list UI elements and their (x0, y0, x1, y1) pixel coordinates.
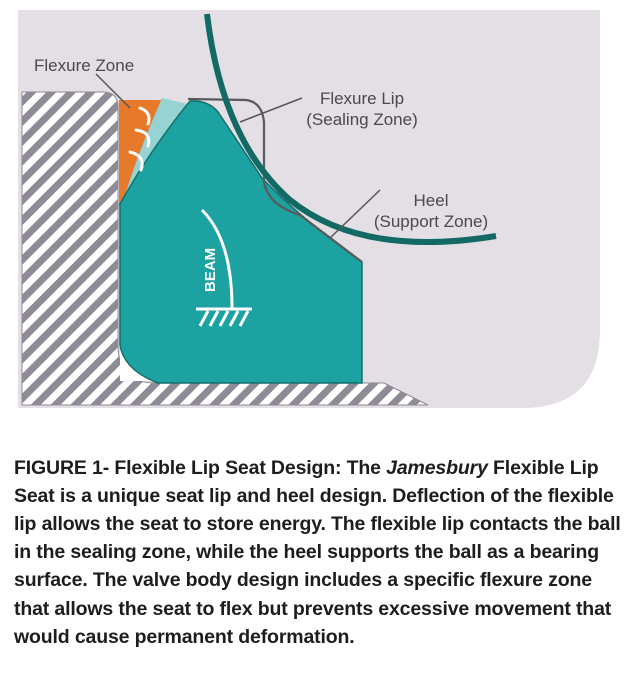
figure-caption (14, 454, 626, 651)
heel-label (356, 190, 506, 232)
flexure-lip-label (287, 88, 437, 130)
flexure-lip-label-line2: (Sealing Zone) (306, 110, 418, 129)
heel-label-line1: Heel (413, 191, 449, 210)
caption-brand: Jamesbury (386, 456, 488, 479)
beam-label: BEAM (202, 247, 219, 292)
caption-body: Flexible Lip Seat is a unique seat lip and heel design. Deflection of the flexible lip allows the seat to store energy. The flexible lip contacts the ball in the sealing zone, while the heel supports the ball as a bearing surface. The valve body design includes a specific flexure zone that allows the seat to flex but prevents excessive movement that would cause permanent deformation. (14, 456, 621, 648)
flexure-zone-label: Flexure Zone (34, 56, 135, 75)
heel-label-line2: (Support Zone) (373, 212, 489, 231)
caption-prefix: FIGURE 1- Flexible Lip Seat Design: The (14, 456, 387, 479)
flexure-lip-label-line1: Flexure Lip (319, 89, 405, 108)
